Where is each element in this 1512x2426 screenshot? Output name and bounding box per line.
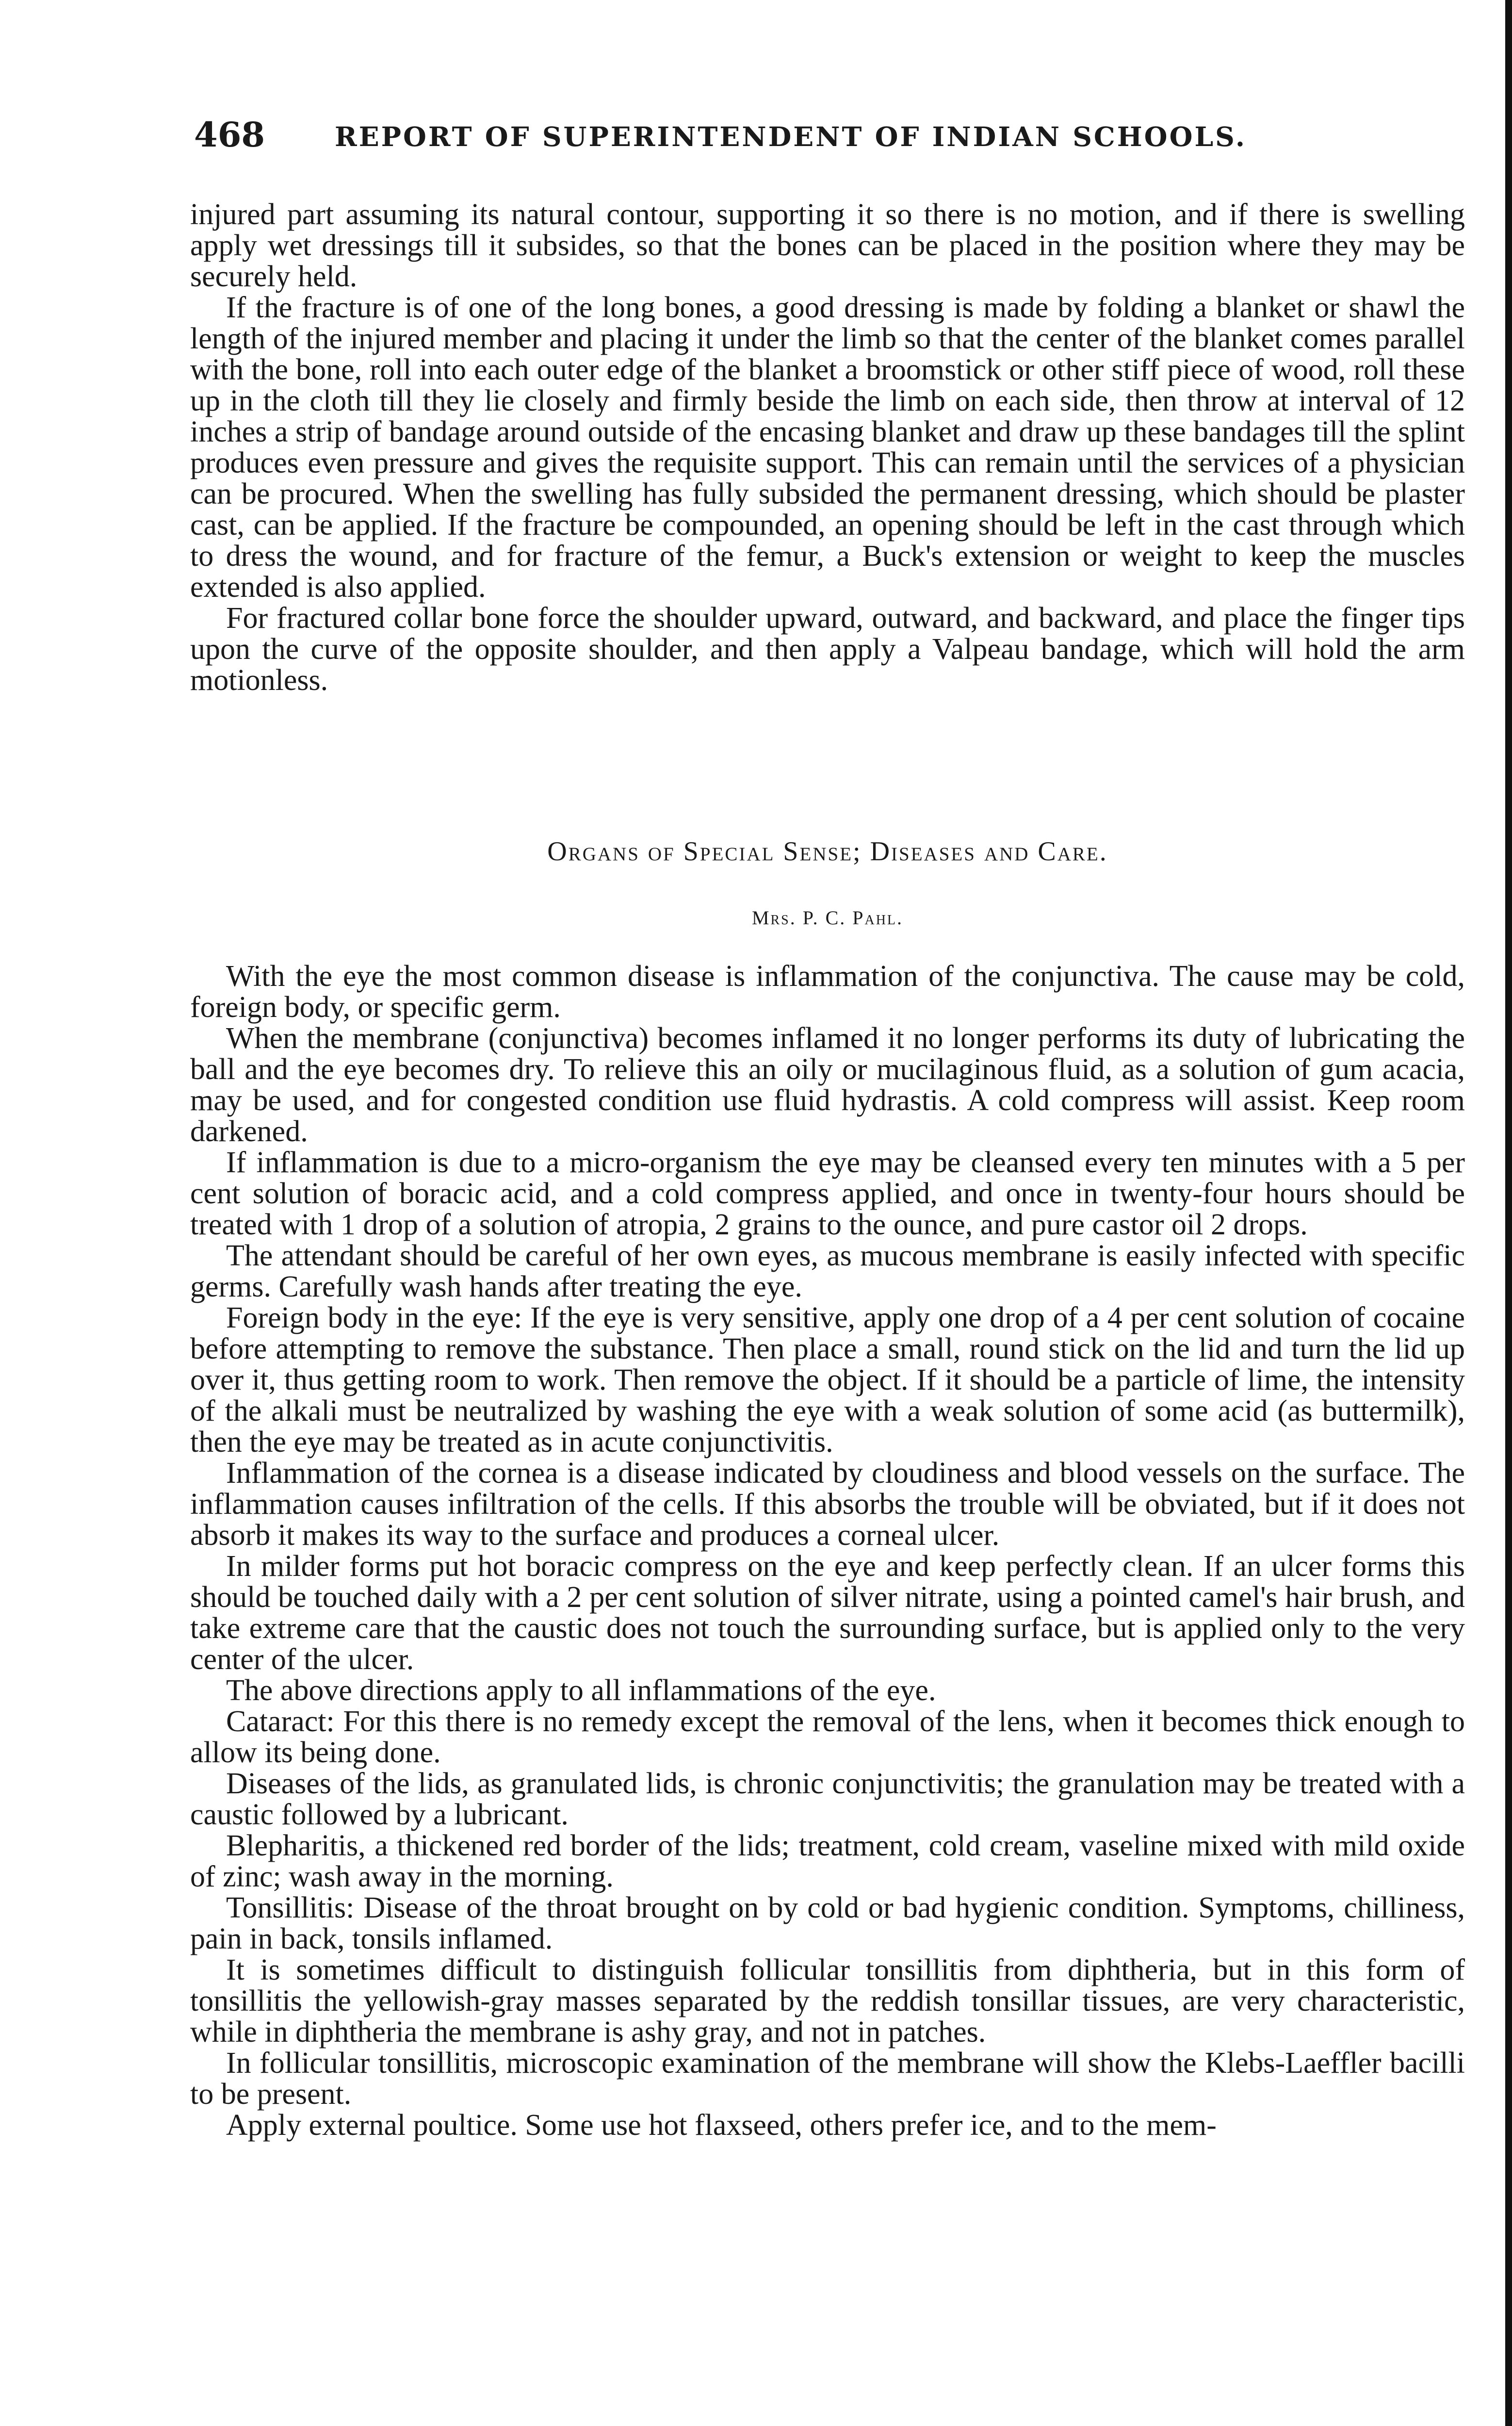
- paragraph-lids: Diseases of the lids, as granulated lids, is chronic conjunctivitis; the granulation may be treated with a caustic followed by a lubricant.: [190, 1767, 1465, 1831]
- author-byline: Mrs. P. C. Pahl.: [751, 907, 904, 929]
- eye-disease-text-block: [190, 961, 1465, 2141]
- paragraph-milder-forms: In milder forms put hot boracic compress on the eye and keep perfectly clean. If an ulcer forms this should be touched daily with a 2 per cent solution of silver nitrate, using a pointed camel's hair brush, and take extreme care that the caustic does not touch the surrounding surface, but is applied only to the very center of the ulcer.: [190, 1550, 1465, 1676]
- paragraph-collar-bone: For fractured collar bone force the shoulder upward, outward, and backward, and place the finger tips upon the curve of the opposite shoulder, and then apply a Valpeau bandage, which will hold the arm motionless.: [190, 602, 1465, 697]
- section-heading: Organs of Special Sense; Diseases and Care.: [547, 836, 1108, 867]
- running-title: REPORT OF SUPERINTENDENT OF INDIAN SCHOOLS.: [335, 121, 1247, 152]
- paragraph-microscopic: In follicular tonsillitis, microscopic examination of the membrane will show the Klebs-Laeffler bacilli to be present.: [190, 2047, 1465, 2111]
- paragraph-follicular: It is sometimes difficult to distinguish follicular tonsillitis from diphtheria, but in this form of tonsillitis the yellowish-gray masses separated by the reddish tonsillar tissues, are very characteristic, while in diphtheria the membrane is ashy gray, and not in patches.: [190, 1953, 1465, 2049]
- scan-edge-right: [1505, 0, 1512, 2426]
- fracture-text-block: [190, 199, 1465, 696]
- paragraph-poultice: Apply external poultice. Some use hot flaxseed, others prefer ice, and to the mem-: [226, 2109, 1217, 2142]
- paragraph-continued: injured part assuming its natural contour, supporting it so there is no motion, and if there is swelling apply wet dressings till it subsides, so that the bones can be placed in the position where they may be securely held.: [190, 198, 1465, 293]
- running-header: [194, 115, 1329, 154]
- paragraph-cornea: Inflammation of the cornea is a disease indicated by cloudiness and blood vessels on the surface. The inflammation causes infiltration of the cells. If this absorbs the trouble will be obviated, but if it does not absorb it makes its way to the surface and produces a corneal ulcer.: [190, 1457, 1465, 1552]
- paragraph-micro-organism: If inflammation is due to a micro-organism the eye may be cleansed every ten minutes with a 5 per cent solution of boracic acid, and a cold compress applied, and once in twenty-four hours should be treated with 1 drop of a solution of atropia, 2 grains to the ounce, and pure castor oil 2 drops.: [190, 1146, 1465, 1241]
- paragraph-blepharitis: Blepharitis, a thickened red border of the lids; treatment, cold cream, vaseline mixed with mild oxide of zinc; wash away in the morning.: [190, 1829, 1465, 1893]
- paragraph-attendant: The attendant should be careful of her own eyes, as mucous membrane is easily infected with specific germs. Carefully wash hands after treating the eye.: [190, 1239, 1465, 1303]
- paragraph-membrane: When the membrane (conjunctiva) becomes inflamed it no longer performs its duty of lubricating the ball and the eye becomes dry. To relieve this an oily or mucilaginous fluid, as a solution of gum acacia, may be used, and for congested condition use fluid hydrastis. A cold compress will assist. Keep room darkened.: [190, 1022, 1465, 1148]
- paragraph-foreign-body: Foreign body in the eye: If the eye is very sensitive, apply one drop of a 4 per cent solution of cocaine before attempting to remove the substance. Then place a small, round stick on the lid and turn the lid up over it, thus getting room to work. Then remove the object. If it should be a particle of lime, the intensity of the alkali must be neutralized by washing the eye with a weak solution of some acid (as buttermilk), then the eye may be treated as in acute conjunctivitis.: [190, 1301, 1465, 1459]
- paragraph-cataract: Cataract: For this there is no remedy except the removal of the lens, when it becomes thick enough to allow its being done.: [190, 1705, 1465, 1769]
- paragraph-tonsillitis: Tonsillitis: Disease of the throat brought on by cold or bad hygienic condition. Symptoms, chilliness, pain in back, tonsils inflamed.: [190, 1891, 1465, 1955]
- paragraph-directions: The above directions apply to all inflammations of the eye.: [226, 1674, 936, 1707]
- paragraph-long-bones: If the fracture is of one of the long bones, a good dressing is made by folding a blanket or shawl the length of the injured member and placing it under the limb so that the center of the blanket comes parallel with the bone, roll into each outer edge of the blanket a broomstick or other stiff piece of wood, roll these up in the cloth till they lie closely and firmly beside the limb on each side, then throw at interval of 12 inches a strip of bandage around outside of the encasing blanket and draw up these bandages till the splint produces even pressure and gives the requisite support. This can remain until the services of a physician can be procured. When the swelling has fully subsided the permanent dressing, which should be plaster cast, can be applied. If the fracture be compounded, an opening should be left in the cast through which to dress the wound, and for fracture of the femur, a Buck's extension or weight to keep the muscles extended is also applied.: [190, 291, 1465, 604]
- paragraph-conjunctiva: With the eye the most common disease is inflammation of the conjunctiva. The cause may be cold, foreign body, or specific germ.: [190, 960, 1465, 1024]
- page-number: 468: [194, 115, 265, 155]
